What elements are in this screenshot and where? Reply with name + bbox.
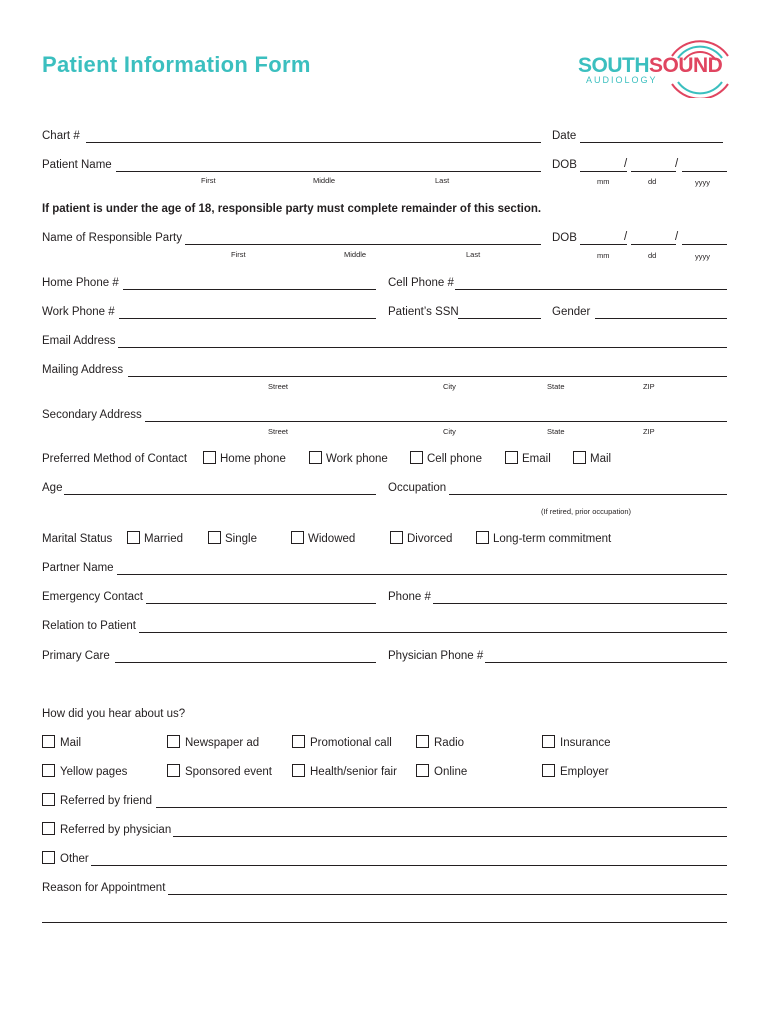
gender-field[interactable] bbox=[595, 318, 727, 319]
mail-source-checkbox[interactable] bbox=[42, 735, 55, 748]
secondary-address-field[interactable] bbox=[145, 421, 727, 422]
page-title: Patient Information Form bbox=[42, 52, 311, 77]
widowed-checkbox[interactable] bbox=[291, 531, 304, 544]
reason-label: Reason for Appointment bbox=[42, 882, 166, 894]
primary-care-field[interactable] bbox=[115, 662, 376, 663]
responsible-dob-month-field[interactable] bbox=[580, 244, 627, 245]
source-option-label: Health/senior fair bbox=[310, 766, 397, 778]
physician-phone-label: Physician Phone # bbox=[388, 650, 484, 662]
mailing-address-label: Mailing Address bbox=[42, 364, 124, 376]
online-checkbox[interactable] bbox=[416, 764, 429, 777]
dob-slash: / bbox=[624, 158, 628, 170]
chart-label: Chart # bbox=[42, 130, 80, 142]
age-label: Age bbox=[42, 482, 63, 494]
cell-phone-checkbox[interactable] bbox=[410, 451, 423, 464]
work-phone-checkbox[interactable] bbox=[309, 451, 322, 464]
mm-caption: mm bbox=[597, 251, 610, 260]
yyyy-caption: yyyy bbox=[695, 178, 710, 187]
ssn-label: Patient’s SSN bbox=[388, 306, 459, 318]
emergency-phone-field[interactable] bbox=[433, 603, 727, 604]
reason-field-line-2[interactable] bbox=[42, 922, 727, 923]
last-caption: Last bbox=[466, 250, 481, 259]
home-phone-label: Home Phone # bbox=[42, 277, 119, 289]
marital-option-label: Single bbox=[225, 533, 257, 545]
logo-sound-text: SOUND bbox=[649, 54, 723, 77]
referred-friend-label: Referred by friend bbox=[60, 795, 153, 807]
responsible-dob-label: DOB bbox=[552, 232, 577, 244]
city-caption: City bbox=[443, 427, 456, 436]
source-option-label: Promotional call bbox=[310, 737, 392, 749]
mailing-address-field[interactable] bbox=[128, 376, 727, 377]
other-label: Other bbox=[60, 853, 89, 865]
radio-checkbox[interactable] bbox=[416, 735, 429, 748]
relation-label: Relation to Patient bbox=[42, 620, 136, 632]
mail-checkbox[interactable] bbox=[573, 451, 586, 464]
marital-option-label: Widowed bbox=[308, 533, 356, 545]
middle-caption: Middle bbox=[313, 176, 336, 185]
cell-phone-field[interactable] bbox=[455, 289, 727, 290]
first-caption: First bbox=[231, 250, 246, 259]
single-checkbox[interactable] bbox=[208, 531, 221, 544]
partner-name-field[interactable] bbox=[117, 574, 727, 575]
source-option-label: Newspaper ad bbox=[185, 737, 260, 749]
referred-physician-label: Referred by physician bbox=[60, 824, 172, 836]
date-label: Date bbox=[552, 130, 577, 142]
dob-month-field[interactable] bbox=[580, 171, 627, 172]
home-phone-field[interactable] bbox=[123, 289, 376, 290]
promotional-call-checkbox[interactable] bbox=[292, 735, 305, 748]
chart-field[interactable] bbox=[86, 142, 541, 143]
health-senior-fair-checkbox[interactable] bbox=[292, 764, 305, 777]
newspaper-ad-checkbox[interactable] bbox=[167, 735, 180, 748]
patient-name-label: Patient Name bbox=[42, 159, 112, 171]
source-option-label: Online bbox=[434, 766, 468, 778]
yellow-pages-checkbox[interactable] bbox=[42, 764, 55, 777]
other-field[interactable] bbox=[91, 865, 727, 866]
responsible-dob-day-field[interactable] bbox=[631, 244, 676, 245]
emergency-phone-label: Phone # bbox=[388, 591, 431, 603]
hear-about-label: How did you hear about us? bbox=[42, 708, 186, 720]
employer-checkbox[interactable] bbox=[542, 764, 555, 777]
city-caption: City bbox=[443, 382, 456, 391]
minor-note: If patient is under the age of 18, responsible party must complete remainder of this section. bbox=[42, 203, 542, 215]
source-option-label: Radio bbox=[434, 737, 465, 749]
responsible-party-label: Name of Responsible Party bbox=[42, 232, 182, 244]
state-caption: State bbox=[547, 427, 565, 436]
zip-caption: ZIP bbox=[643, 427, 655, 436]
long-term-commitment-checkbox[interactable] bbox=[476, 531, 489, 544]
gender-label: Gender bbox=[552, 306, 591, 318]
dob-label: DOB bbox=[552, 159, 577, 171]
date-field[interactable] bbox=[580, 142, 723, 143]
yyyy-caption: yyyy bbox=[695, 252, 710, 261]
work-phone-field[interactable] bbox=[119, 318, 376, 319]
email-checkbox[interactable] bbox=[505, 451, 518, 464]
middle-caption: Middle bbox=[344, 250, 367, 259]
partner-name-label: Partner Name bbox=[42, 562, 114, 574]
other-checkbox[interactable] bbox=[42, 851, 55, 864]
home-phone-checkbox[interactable] bbox=[203, 451, 216, 464]
mm-caption: mm bbox=[597, 177, 610, 186]
source-option-label: Yellow pages bbox=[60, 766, 128, 778]
physician-phone-field[interactable] bbox=[485, 662, 727, 663]
reason-field[interactable] bbox=[168, 894, 727, 895]
state-caption: State bbox=[547, 382, 565, 391]
age-field[interactable] bbox=[64, 494, 376, 495]
source-option-label: Employer bbox=[560, 766, 609, 778]
logo-audiology-text: AUDIOLOGY bbox=[586, 75, 658, 85]
marital-option-label: Married bbox=[144, 533, 183, 545]
dob-day-field[interactable] bbox=[631, 171, 676, 172]
last-caption: Last bbox=[435, 176, 450, 185]
patient-name-field[interactable] bbox=[116, 171, 541, 172]
insurance-checkbox[interactable] bbox=[542, 735, 555, 748]
work-phone-label: Work Phone # bbox=[42, 306, 115, 318]
street-caption: Street bbox=[268, 427, 289, 436]
emergency-contact-label: Emergency Contact bbox=[42, 591, 143, 603]
dd-caption: dd bbox=[648, 251, 657, 260]
sponsored-event-checkbox[interactable] bbox=[167, 764, 180, 777]
primary-care-label: Primary Care bbox=[42, 650, 110, 662]
contact-option-label: Cell phone bbox=[427, 453, 482, 465]
marital-option-label: Long-term commitment bbox=[493, 533, 612, 545]
dob-year-field[interactable] bbox=[682, 171, 727, 172]
married-checkbox[interactable] bbox=[127, 531, 140, 544]
responsible-party-field[interactable] bbox=[185, 244, 541, 245]
zip-caption: ZIP bbox=[643, 382, 655, 391]
referred-physician-checkbox[interactable] bbox=[42, 822, 55, 835]
marital-option-label: Divorced bbox=[407, 533, 453, 545]
logo bbox=[574, 36, 734, 98]
divorced-checkbox[interactable] bbox=[390, 531, 403, 544]
dob-slash: / bbox=[675, 158, 679, 170]
retired-note: (If retired, prior occupation) bbox=[541, 507, 632, 516]
email-label: Email Address bbox=[42, 335, 116, 347]
email-field[interactable] bbox=[118, 347, 727, 348]
dob-slash: / bbox=[675, 231, 679, 243]
referred-friend-checkbox[interactable] bbox=[42, 793, 55, 806]
referred-physician-field[interactable] bbox=[173, 836, 727, 837]
contact-option-label: Email bbox=[522, 453, 551, 465]
marital-status-label: Marital Status bbox=[42, 533, 113, 545]
relation-field[interactable] bbox=[139, 632, 727, 633]
cell-phone-label: Cell Phone # bbox=[388, 277, 454, 289]
emergency-contact-field[interactable] bbox=[146, 603, 376, 604]
source-option-label: Mail bbox=[60, 737, 82, 749]
occupation-field[interactable] bbox=[449, 494, 727, 495]
street-caption: Street bbox=[268, 382, 289, 391]
logo-south-text: SOUTH bbox=[578, 54, 649, 77]
dob-slash: / bbox=[624, 231, 628, 243]
source-option-label: Insurance bbox=[560, 737, 611, 749]
ssn-field[interactable] bbox=[458, 318, 541, 319]
referred-friend-field[interactable] bbox=[156, 807, 727, 808]
first-caption: First bbox=[201, 176, 216, 185]
occupation-label: Occupation bbox=[388, 482, 447, 494]
secondary-address-label: Secondary Address bbox=[42, 409, 142, 421]
contact-option-label: Mail bbox=[590, 453, 612, 465]
responsible-dob-year-field[interactable] bbox=[682, 244, 727, 245]
source-option-label: Sponsored event bbox=[185, 766, 272, 778]
contact-option-label: Work phone bbox=[326, 453, 388, 465]
preferred-contact-label: Preferred Method of Contact bbox=[42, 453, 188, 465]
contact-option-label: Home phone bbox=[220, 453, 286, 465]
dd-caption: dd bbox=[648, 177, 657, 186]
